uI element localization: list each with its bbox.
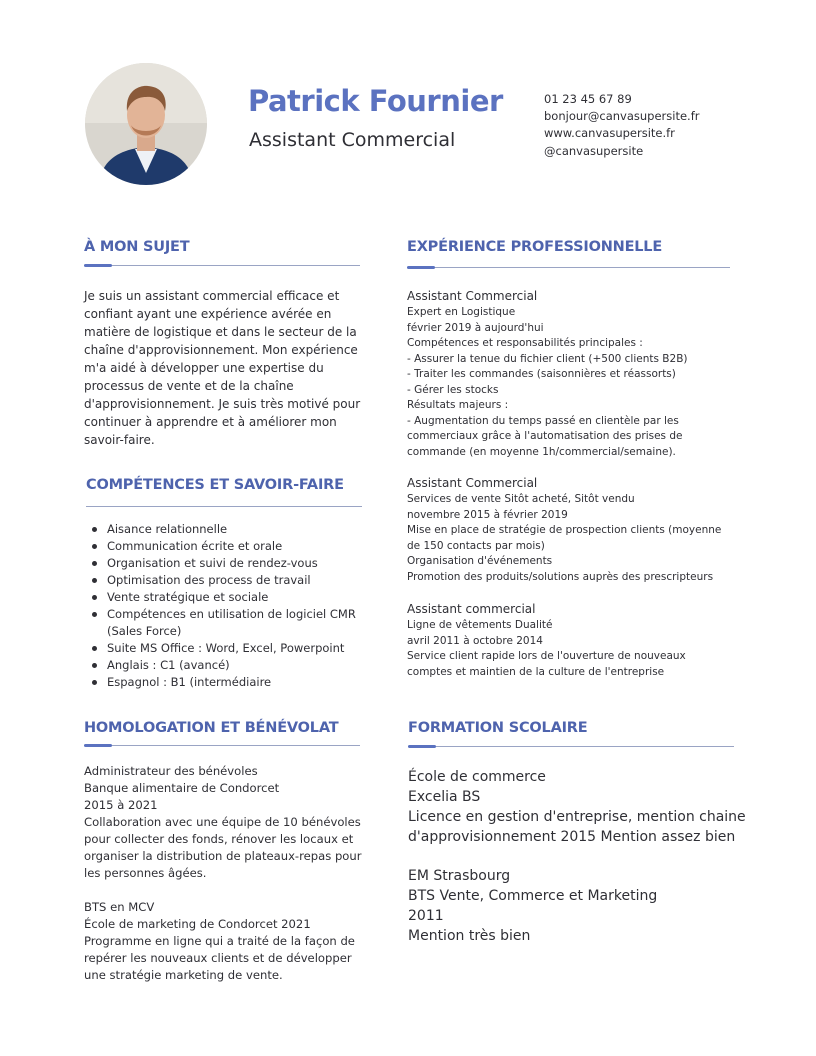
about-line: continuer à apprendre et à améliorer mon [84,415,337,429]
website: www.canvasupersite.fr [544,126,675,141]
spacer [408,847,746,866]
social-handle: @canvasupersite [544,143,644,158]
job-line: - Gérer les stocks [407,383,499,396]
volunteer-text [84,763,362,984]
volunteer-line: pour collecter des fonds, rénover les locaux et [84,832,354,846]
job-role: Assistant Commercial [407,476,538,490]
volunteer-line: Banque alimentaire de Condorcet [84,781,280,795]
experience-divider [407,267,730,268]
spacer [84,882,362,899]
list-item: Anglais : C1 (avancé) [107,657,356,674]
skills-list [107,521,356,691]
job-title: Assistant Commercial [249,129,456,151]
about-line: matière de logistique et dans le secteur de la [84,325,357,339]
skills-heading: COMPÉTENCES ET SAVOIR-FAIRE [86,477,344,493]
education-line: Excelia BS [408,789,481,805]
list-item: Aisance relationnelle [107,521,356,538]
job-role: Assistant Commercial [407,289,538,303]
education-line: d'approvisionnement 2015 Mention assez bien [408,829,736,845]
about-line: confiant ayant une expérience avérée en [84,307,332,321]
volunteer-line: École de marketing de Condorcet 2021 [84,917,311,931]
education-line: Licence en gestion d'entreprise, mention chaine [408,809,746,825]
job-line: avril 2011 à octobre 2014 [407,634,543,647]
job-line: Promotion des produits/solutions auprès des prescripteurs [407,570,714,583]
volunteer-line: organiser la distribution de plateaux-repas pour [84,849,362,863]
job-line: commerciaux grâce à l'automatisation des prises de [407,430,683,442]
education-line: EM Strasbourg [408,868,511,884]
volunteer-line: Collaboration avec une équipe de 10 bénévoles [84,815,361,829]
volunteer-line: BTS en MCV [84,900,155,914]
job-line: Ligne de vêtements Dualité [407,619,553,631]
volunteer-divider [84,745,360,746]
volunteer-line: 2015 à 2021 [84,798,158,812]
list-item: Vente stratégique et sociale [107,589,356,606]
job-line: Organisation d'événements [407,555,553,567]
volunteer-line: les personnes âgées. [84,866,207,880]
candidate-name: Patrick Fournier [248,84,503,118]
about-divider [84,265,360,266]
about-text [84,287,360,449]
education-line: Mention très bien [408,928,531,944]
education-text [408,767,746,946]
education-line: BTS Vente, Commerce et Marketing [408,888,658,904]
list-item: Organisation et suivi de rendez-vous [107,555,356,572]
job-line: Expert en Logistique [407,306,516,318]
education-heading: FORMATION SCOLAIRE [408,720,588,736]
job-entry [407,288,737,460]
contact-info [544,91,699,160]
job-line: Service client rapide lors de l'ouverture de nouveaux [407,650,686,662]
list-item: Suite MS Office : Word, Excel, Powerpoint [107,640,356,657]
skills-divider [86,506,362,507]
list-item: Espagnol : B1 (intermédiaire [107,674,356,691]
about-line: Je suis un assistant commercial efficace et [84,289,340,303]
volunteer-line: Programme en ligne qui a traité de la façon de [84,934,355,948]
list-item: Compétences en utilisation de logiciel CMR [107,607,356,621]
volunteer-accent [84,744,112,747]
job-line: novembre 2015 à février 2019 [407,508,568,521]
volunteer-line: repérer les nouveaux clients et de développer [84,951,352,965]
education-line: École de commerce [408,769,546,785]
job-line: Mise en place de stratégie de prospection clients (moyenne [407,524,722,536]
education-accent [408,745,436,748]
job-line: comptes et maintien de la culture de l'entreprise [407,665,665,678]
job-entry [407,601,737,680]
volunteer-line: Administrateur des bénévoles [84,764,258,778]
job-line: de 150 contacts par mois) [407,539,545,552]
about-line: d'approvisionnement. Je suis très motivé pour [84,397,361,411]
education-line: 2011 [408,908,444,924]
education-divider [408,746,734,747]
list-item: Communication écrite et orale [107,538,356,555]
job-line: Services de vente Sitôt acheté, Sitôt vendu [407,493,635,505]
about-line: savoir-faire. [84,433,155,447]
about-line: processus de vente et de la chaîne [84,379,294,393]
job-line: - Traiter les commandes (saisonnières et réassorts) [407,368,676,380]
list-item-continuation: (Sales Force) [107,624,182,638]
list-item: Optimisation des process de travail [107,572,356,589]
job-line: février 2019 à aujourd'hui [407,321,544,334]
experience-accent [407,266,435,269]
volunteer-heading: HOMOLOGATION ET BÉNÉVOLAT [84,720,339,736]
email-address: bonjour@canvasupersite.fr [544,109,700,124]
about-heading: À MON SUJET [84,239,190,255]
experience-heading: EXPÉRIENCE PROFESSIONNELLE [407,239,663,255]
job-line: - Augmentation du temps passé en clientèle par les [407,414,679,427]
job-entry [407,475,737,585]
job-line: commande (en moyenne 1h/commercial/semaine). [407,445,676,458]
about-line: m'a aidé à développer une expertise du [84,361,324,375]
about-line: chaîne d'approvisionnement. Mon expérience [84,343,358,357]
job-line: Résultats majeurs : [407,399,509,411]
job-line: - Assurer la tenue du fichier client (+500 clients B2B) [407,352,688,365]
volunteer-line: une stratégie marketing de vente. [84,968,283,982]
job-role: Assistant commercial [407,602,536,616]
profile-photo [85,63,207,185]
job-line: Compétences et responsabilités principales : [407,337,643,349]
phone-number: 01 23 45 67 89 [544,92,632,106]
about-accent [84,264,112,267]
